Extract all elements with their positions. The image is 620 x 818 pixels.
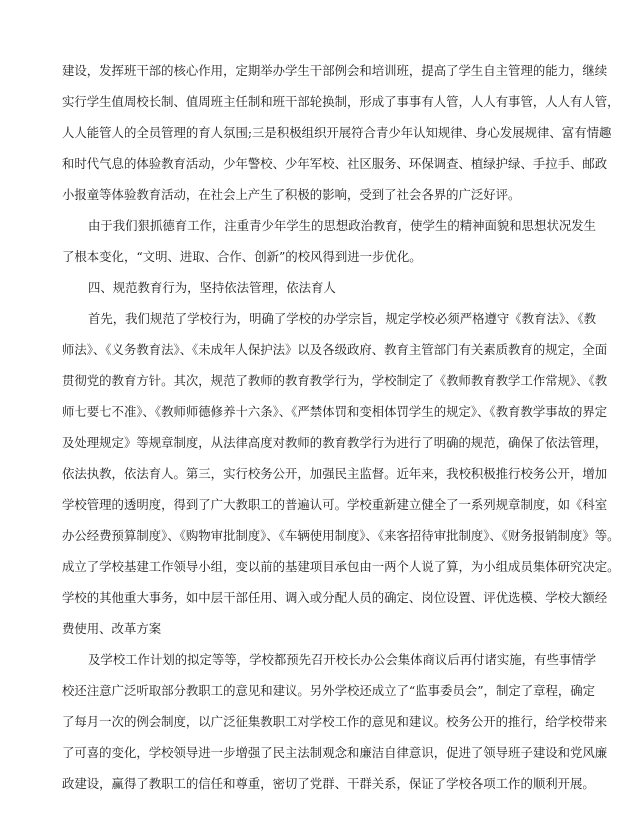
text-line: 学校管理的透明度，得到了广大教职工的普遍认可。学校重新建立健全了一系列规章制度，如《科室 — [62, 497, 608, 512]
text-line: 师七要七不准》、《教师师德修养十六条》、《严禁体罚和变相体罚学生的规定》、《教育教学事故的界定 — [62, 404, 608, 419]
text-line: 及学校工作计划的拟定等等，学校都预先召开校长办公会集体商议后再付诸实施，有些事情学 — [88, 652, 597, 667]
text-line: 及处理规定》等规章制度，从法律高度对教师的教育教学行为进行了明确的规范，确保了依法管理， — [62, 435, 608, 450]
section-heading: 四、规范教育行为，坚持依法管理，依法育人 — [88, 280, 336, 295]
text-line: 了根本变化，“文明、进取、合作、创新”的校风得到进一步优化。 — [62, 249, 422, 264]
text-line: 费使用、改革方案 — [62, 621, 162, 636]
text-line: 了每月一次的例会制度，以广泛征集教职工对学校工作的意见和建议。校务公开的推行，给学校带来 — [62, 714, 608, 729]
text-line: 贯彻党的教育方针。其次，规范了教师的教育教学行为，学校制定了《教师教育教学工作常规》、《教 — [62, 373, 608, 388]
text-line: 依法执教，依法育人。第三，实行校务公开，加强民主监督。近年来，我校积极推行校务公开，增加 — [62, 466, 608, 481]
text-line: 学校的其他重大事务，如中层干部任用、调入或分配人员的确定、岗位设置、评优选模、学校大额经 — [62, 590, 608, 605]
text-line: 办公经费预算制度》、《购物审批制度》、《车辆使用制度》、《来客招待审批制度》、《财务报销制度》等。 — [62, 528, 620, 543]
text-line: 和时代气息的体验教育活动，少年警校、少年军校、社区服务、环保调查、植绿护绿、手拉手、邮政 — [62, 156, 608, 171]
text-line: 成立了学校基建工作领导小组，变以前的基建项目承包由一两个人说了算，为小组成员集体研究决定。 — [62, 559, 620, 574]
text-line: 小报童等体验教育活动，在社会上产生了积极的影响，受到了社会各界的广泛好评。 — [62, 187, 521, 202]
text-line: 了可喜的变化，学校领导进一步增强了民主法制观念和廉洁自律意识，促进了领导班子建设和党风廉 — [62, 745, 608, 760]
text-line: 校还注意广泛听取部分教职工的意见和建议。另外学校还成立了“监事委员会”，制定了章程，确定 — [62, 683, 596, 698]
text-line: 建设，发挥班干部的核心作用，定期举办学生干部例会和培训班，提高了学生自主管理的能力，继续 — [62, 63, 608, 78]
text-line: 由于我们狠抓德育工作，注重青少年学生的思想政治教育，使学生的精神面貌和思想状况发生 — [88, 218, 597, 233]
text-line: 人人能管人的全员管理的育人氛围;三是积极组织开展符合青少年认知规律、身心发展规律、富有情趣 — [62, 125, 612, 140]
text-line: 实行学生值周校长制、值周班主任制和班干部轮换制，形成了事事有人管，人人有事管，人人有人管， — [62, 94, 620, 109]
text-line: 师法》、《义务教育法》、《未成年人保护法》以及各级政府、教育主管部门有关素质教育的规定，全面 — [62, 342, 608, 357]
text-line: 首先，我们规范了学校行为，明确了学校的办学宗旨，规定学校必须严格遵守《教育法》、《教 — [88, 311, 597, 326]
text-line: 政建设，赢得了教职工的信任和尊重，密切了党群、干群关系，保证了学校各项工作的顺利开展。 — [62, 776, 595, 791]
